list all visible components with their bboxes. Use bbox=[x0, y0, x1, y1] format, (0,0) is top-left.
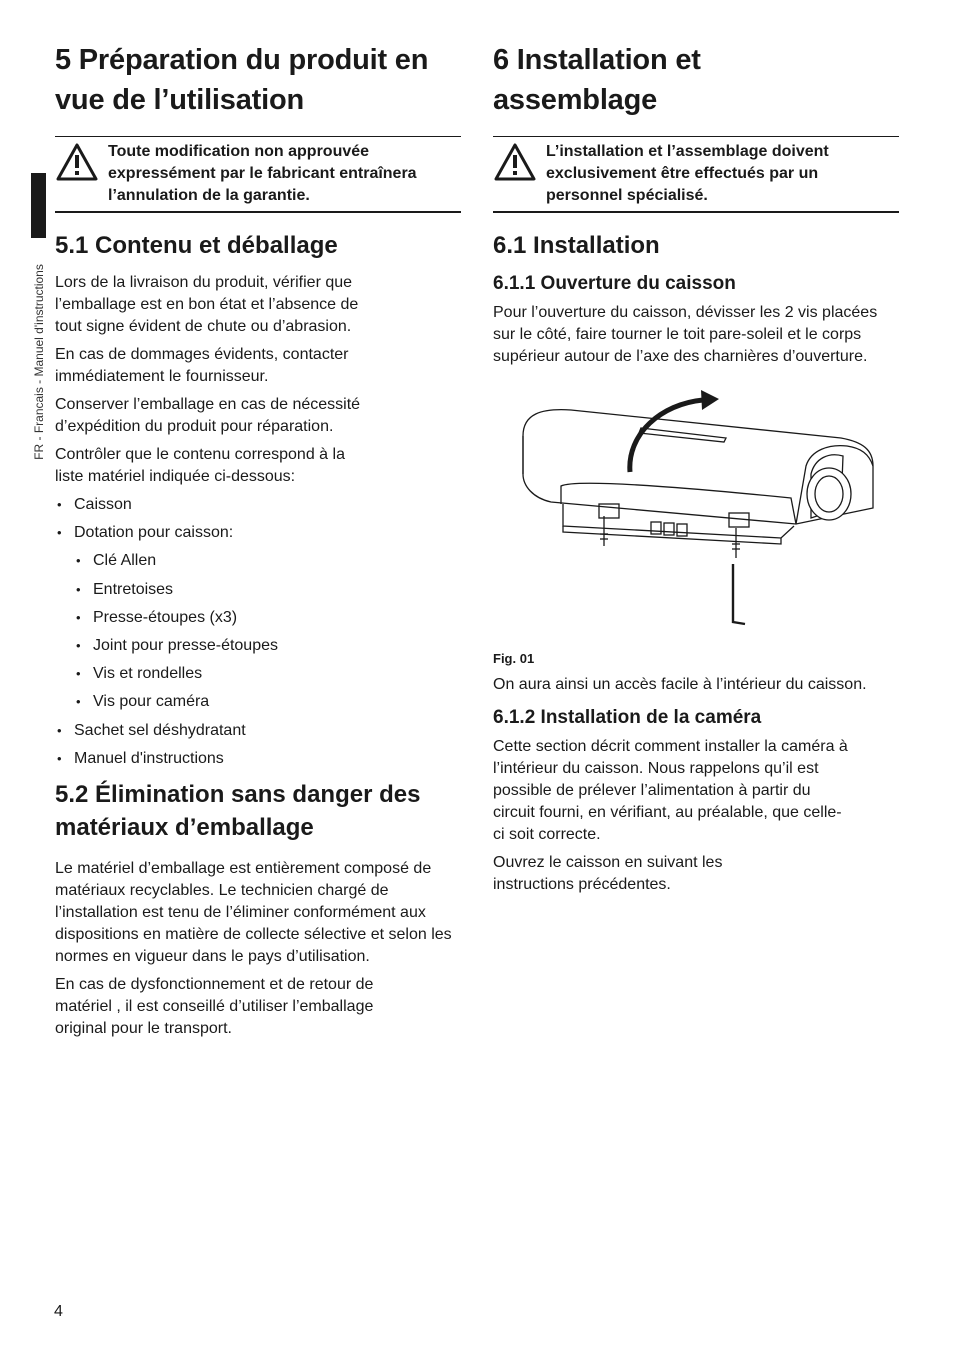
list-item: • Caisson bbox=[74, 494, 461, 516]
paragraph: On aura ainsi un accès facile à l’intérieur du caisson. bbox=[493, 676, 867, 693]
paragraph: Conserver l’emballage en cas de nécessité d’expédition du produit pour réparation. bbox=[55, 396, 361, 435]
paragraph: En cas de dysfonctionnement et de retour de matériel , il est conseillé d’utiliser l’emballage original pour le transport. bbox=[55, 975, 374, 1037]
section-6-1-1-title: 6.1.1 Ouverture du caisson bbox=[493, 273, 736, 294]
warning-box-warranty bbox=[55, 136, 461, 213]
warning-text: Toute modification non approuvée expressément par le fabricant entraînera l’annulation de la garantie. bbox=[108, 143, 417, 204]
section-5-1-title: 5.1 Contenu et déballage bbox=[55, 232, 338, 259]
side-language-label: FR - Francais - Manuel d'instructions bbox=[32, 264, 46, 460]
warning-box-installation bbox=[493, 136, 899, 213]
paragraph: Ouvrez le caisson en suivant les instructions précédentes. bbox=[493, 854, 723, 893]
list-item: • Vis et rondelles bbox=[93, 663, 461, 685]
paragraph: En cas de dommages évidents, contacter immédiatement le fournisseur. bbox=[55, 346, 349, 385]
list-item: • Manuel d'instructions bbox=[74, 748, 461, 770]
list-item: • Entretoises bbox=[93, 579, 461, 601]
list-item: • Dotation pour caisson: bbox=[74, 522, 461, 544]
housing-opening-illustration bbox=[511, 386, 881, 638]
paragraph: Pour l’ouverture du caisson, dévisser les 2 vis placées sur le côté, faire tourner le toit pare-soleil et le corps supérieur autour de l’axe des charnières d’ouverture. bbox=[493, 304, 878, 365]
chapter-5-title: 5 Préparation du produit en vue de l’utilisation bbox=[55, 44, 429, 116]
section-6-1-2-title: 6.1.2 Installation de la caméra bbox=[493, 707, 762, 728]
warning-triangle-icon bbox=[494, 143, 536, 181]
paragraph: Cette section décrit comment installer la caméra à l’intérieur du caisson. Nous rappelons qu’il est possible de prélever l’alimentation à partir du circuit fourni, en vérifiant, au préalable, que celle-ci soit correcte. bbox=[493, 738, 848, 843]
list-item: • Vis pour caméra bbox=[93, 691, 461, 713]
list-item: • Sachet sel déshydratant bbox=[74, 720, 461, 742]
page-number: 4 bbox=[54, 1303, 63, 1320]
chapter-6-title: 6 Installation et assemblage bbox=[493, 44, 701, 116]
section-tab-marker bbox=[31, 173, 46, 238]
warning-triangle-icon bbox=[56, 143, 98, 181]
paragraph: Le matériel d’emballage est entièrement composé de matériaux recyclables. Le technicien chargé de l’installation est tenu de l’éliminer conformément aux dispositions en matière de collecte sélective et selon les normes en vigueur dans le pays d’utilisation. bbox=[55, 859, 452, 965]
paragraph: Lors de la livraison du produit, vérifier que l’emballage est en bon état et l’absence de tout signe évident de chute ou d’abrasion. bbox=[55, 274, 359, 335]
list-item: • Joint pour presse-étoupes bbox=[93, 635, 461, 657]
left-column bbox=[55, 40, 461, 1046]
figure-caption: Fig. 01 bbox=[493, 651, 535, 666]
right-column bbox=[493, 40, 899, 902]
section-5-2-title: 5.2 Élimination sans danger des matériaux d’emballage bbox=[55, 780, 421, 841]
contents-list bbox=[55, 494, 461, 770]
section-6-1-title: 6.1 Installation bbox=[493, 232, 660, 259]
list-item: • Presse-étoupes (x3) bbox=[93, 607, 461, 629]
warning-text: L’installation et l’assemblage doivent exclusivement être effectués par un personnel spécialisé. bbox=[546, 143, 829, 204]
list-item: • Clé Allen bbox=[93, 550, 461, 572]
paragraph: Contrôler que le contenu correspond à la liste matériel indiquée ci-dessous: bbox=[55, 446, 345, 485]
